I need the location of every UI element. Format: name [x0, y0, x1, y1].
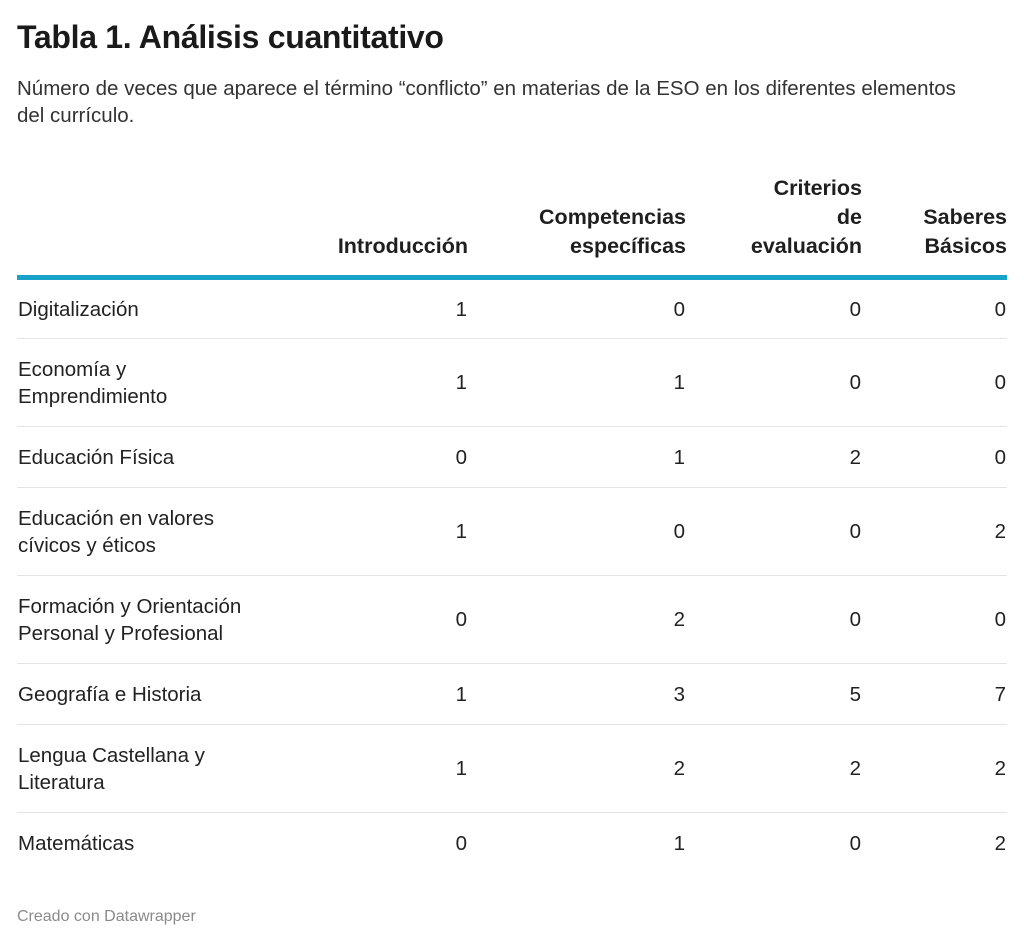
- row-label-line: Literatura: [18, 770, 105, 794]
- row-label-line: Geografía e Historia: [18, 682, 202, 706]
- value-cell: 1: [673, 831, 685, 855]
- value-cell: 0: [468, 488, 686, 576]
- value-cell: 7: [862, 664, 1007, 725]
- value-cell: 1: [287, 488, 468, 576]
- row-label-line: Matemáticas: [18, 831, 135, 855]
- value-cell: 2: [862, 488, 1007, 576]
- table-row: [17, 278, 1007, 339]
- column-header-line: de: [836, 205, 862, 229]
- value-cell: 2: [686, 725, 862, 813]
- value-cell: 0: [686, 488, 862, 576]
- row-label-line: Personal y Profesional: [18, 621, 224, 645]
- row-label-line: Digitalización: [18, 297, 139, 321]
- table-body: [17, 278, 1007, 874]
- chart-subtitle: Número de veces que aparece el término “conflicto” en materias de la ESO en los diferentes elementos del currículo.: [17, 77, 956, 127]
- column-header-line: Saberes: [923, 205, 1007, 229]
- chart-container: [17, 18, 1007, 855]
- footer-credit: Creado con Datawrapper: [17, 908, 196, 925]
- value-cell: 1: [287, 339, 468, 427]
- chart-title: Tabla 1. Análisis cuantitativo: [17, 19, 444, 55]
- value-cell: 2: [468, 725, 686, 813]
- table-row: [17, 725, 1007, 813]
- table-header-row: [17, 174, 1007, 278]
- row-label: [17, 664, 287, 725]
- row-label-line: cívicos y éticos: [18, 533, 156, 557]
- column-header-line: Introducción: [337, 234, 468, 258]
- value-cell: 5: [686, 664, 862, 725]
- column-header-line: específicas: [570, 234, 686, 258]
- row-label-line: Educación Física: [18, 445, 175, 469]
- table-row: [17, 813, 1007, 874]
- value-cell: 1: [287, 725, 468, 813]
- value-cell: 2: [862, 725, 1007, 813]
- value-cell: 0: [455, 831, 467, 855]
- value-cell: 2: [994, 831, 1006, 855]
- value-cell: 1: [287, 278, 468, 339]
- value-cell: 1: [468, 339, 686, 427]
- column-header: [468, 174, 686, 278]
- row-label: [17, 278, 287, 339]
- table-row: [17, 576, 1007, 664]
- column-header-line: Competencias: [539, 205, 686, 229]
- row-label: [17, 725, 287, 813]
- column-header: [287, 174, 468, 278]
- column-header-line: Básicos: [924, 234, 1007, 258]
- column-header-line: evaluación: [750, 234, 862, 258]
- row-label-line: Emprendimiento: [18, 384, 168, 408]
- column-header-line: Criterios: [773, 176, 862, 200]
- row-label-line: Economía y: [18, 357, 127, 381]
- value-cell: 0: [862, 576, 1007, 664]
- value-cell: 0: [287, 427, 468, 488]
- row-label-line: Lengua Castellana y: [18, 743, 205, 767]
- value-cell: 0: [862, 427, 1007, 488]
- row-label: [17, 576, 287, 664]
- value-cell: 0: [686, 278, 862, 339]
- value-cell: 0: [468, 278, 686, 339]
- value-cell: 0: [862, 278, 1007, 339]
- value-cell: 0: [686, 576, 862, 664]
- value-cell: 1: [468, 427, 686, 488]
- table-row: [17, 339, 1007, 427]
- table-row: [17, 427, 1007, 488]
- column-header: [862, 174, 1007, 278]
- value-cell: 2: [686, 427, 862, 488]
- data-table: [17, 174, 1007, 874]
- value-cell: 0: [849, 831, 861, 855]
- value-cell: 0: [287, 576, 468, 664]
- header-cell-empty: [17, 174, 287, 278]
- row-label: [17, 339, 287, 427]
- row-label: [17, 427, 287, 488]
- row-label: [17, 488, 287, 576]
- value-cell: 1: [287, 664, 468, 725]
- row-label-line: Educación en valores: [18, 506, 215, 530]
- value-cell: 0: [862, 339, 1007, 427]
- table-row: [17, 664, 1007, 725]
- row-label: [17, 813, 287, 874]
- row-label-line: Formación y Orientación: [18, 594, 242, 618]
- value-cell: 2: [468, 576, 686, 664]
- value-cell: 0: [686, 339, 862, 427]
- column-header: [686, 174, 862, 278]
- table-row: [17, 488, 1007, 576]
- value-cell: 3: [468, 664, 686, 725]
